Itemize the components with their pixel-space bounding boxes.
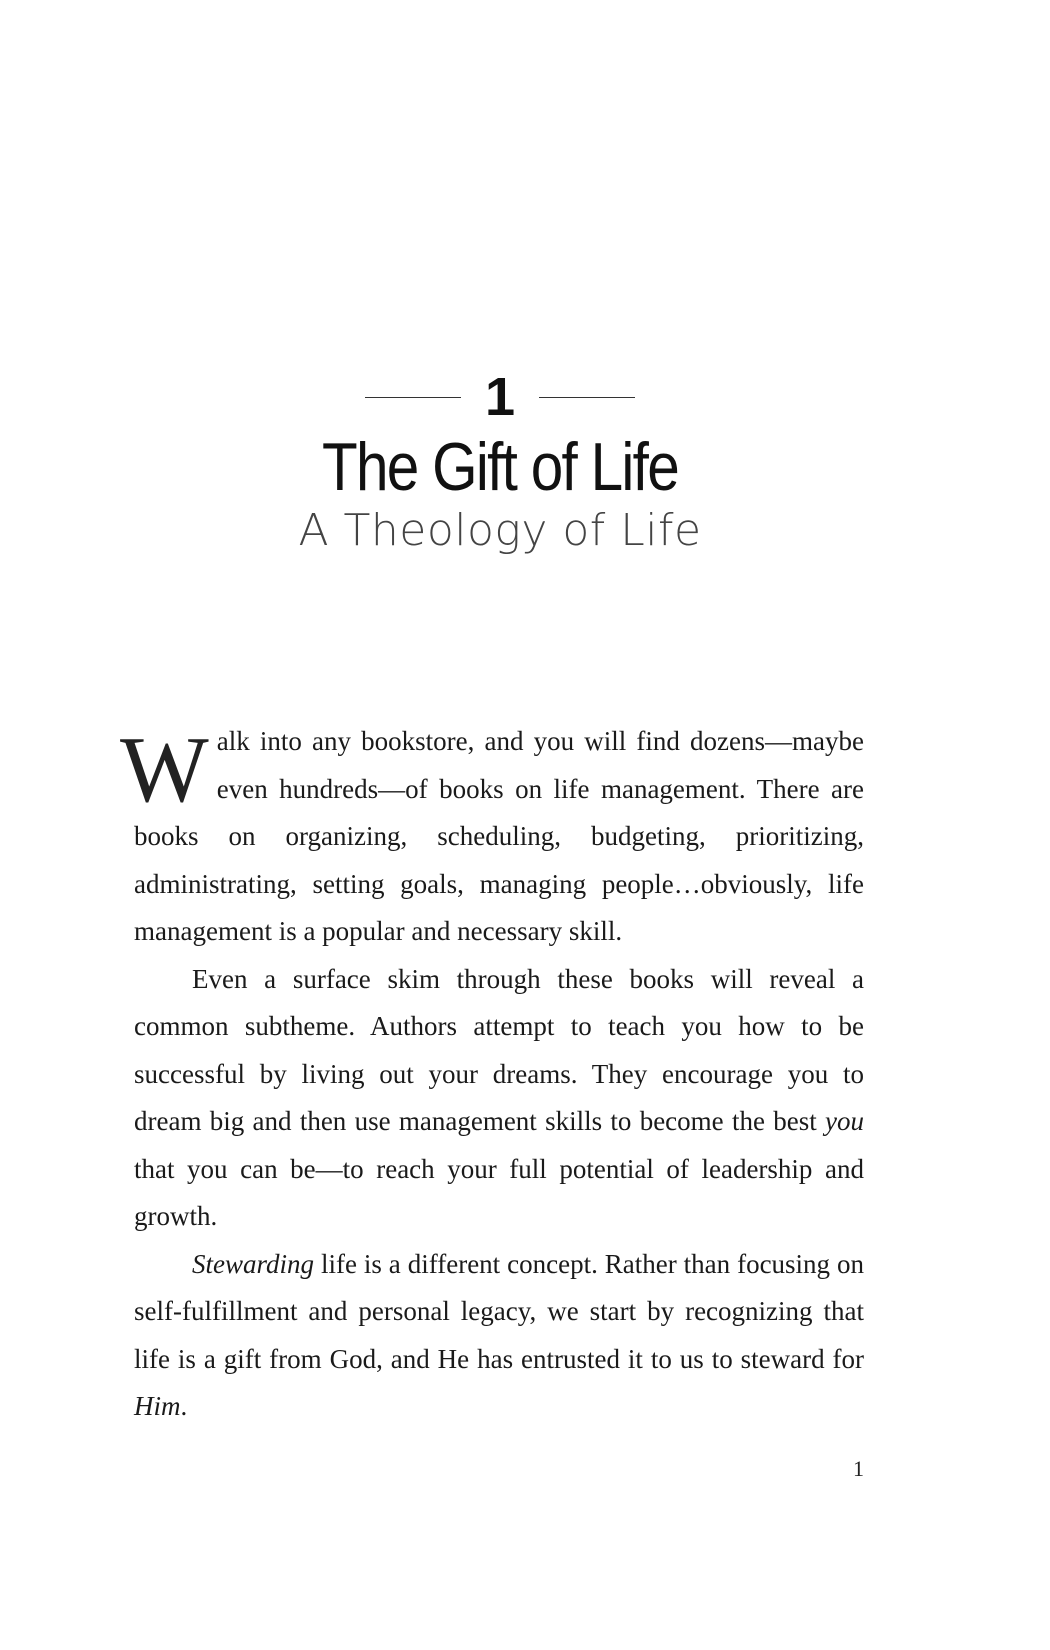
paragraph-1-text: alk into any bookstore, and you will find dozens—maybe even hundreds—of books on life management. There are books on organizing, scheduling, budgeting, prioritizing, administrating, setting goals, managing people…obviously, life management is a popular and necessary skill. [134,726,864,946]
paragraph-2-text-b: that you can be—to reach your full potential of leadership and growth. [134,1153,864,1231]
paragraph-3 [134,1241,864,1431]
left-rule [365,397,461,398]
paragraph-1 [120,718,864,956]
paragraph-3-text-b: . [180,1391,188,1421]
chapter-number: 1 [484,367,516,427]
paragraph-3-emphasis-b: Him [134,1391,181,1421]
paragraph-2-emphasis: you [825,1106,864,1136]
chapter-number-row [0,367,1000,427]
drop-cap: W [120,718,209,822]
chapter-heading [0,367,1000,556]
paragraph-2-text-a: Even a surface skim through these books will reveal a common subtheme. Authors attempt to teach you how to be successful by living out your dreams. They encourage you to dream big and then use management skills to become the best [134,963,864,1136]
page-number: 1 [853,1456,864,1481]
paragraph-2 [134,956,864,1241]
chapter-subtitle: A Theology of Life [298,505,702,556]
right-rule [539,397,635,398]
body-text [120,718,864,1431]
paragraph-3-text-a: life is a different concept. Rather than focusing on self-fulfillment and personal legacy, we start by recognizing that life is a gift from God, and He has entrusted it to us to steward for [134,1248,864,1374]
paragraph-3-emphasis-a: Stewarding [192,1248,315,1279]
chapter-title: The Gift of Life [321,429,679,505]
